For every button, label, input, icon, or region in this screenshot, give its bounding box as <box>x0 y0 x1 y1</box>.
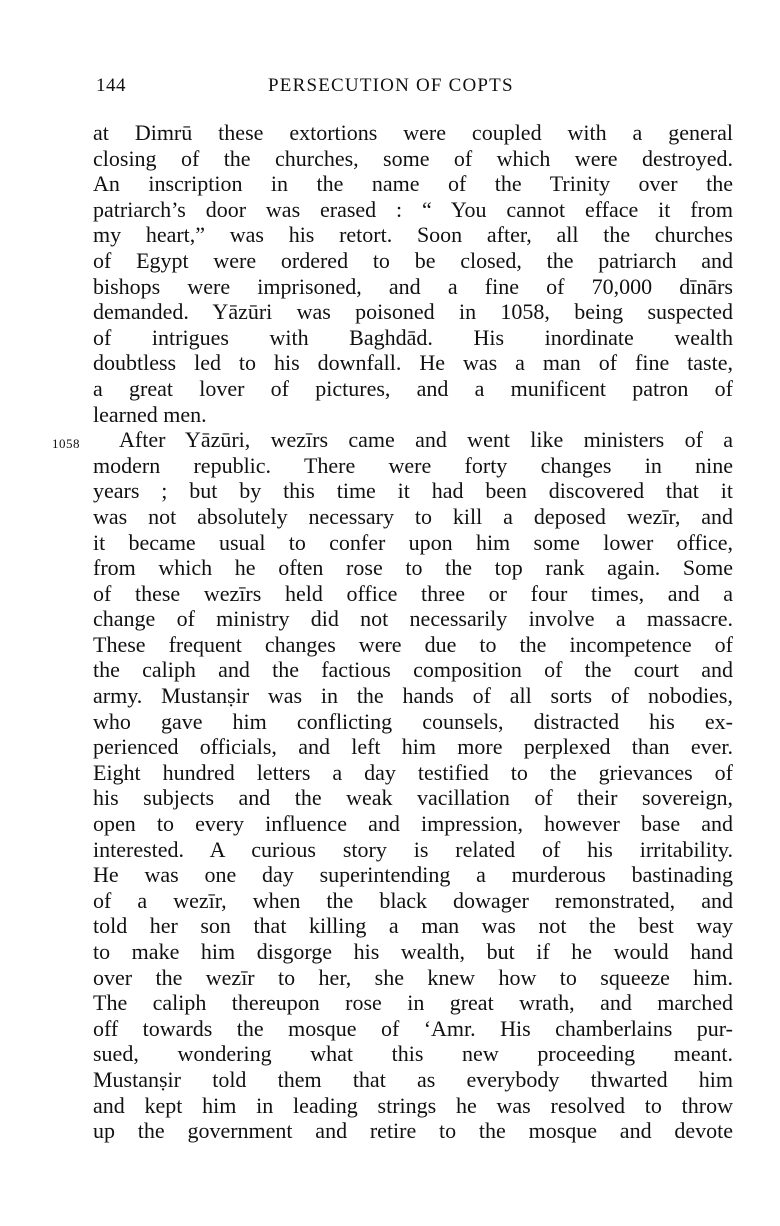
text-line: closing of the churches, some of which were destroyed. <box>93 145 733 171</box>
text-line: modern republic. There were forty changes in nine <box>93 452 733 478</box>
text-line: interested. A curious story is related of his irritability. <box>93 836 733 862</box>
text-line: patriarch’s door was erased : “ You cannot efface it from <box>93 196 733 222</box>
text-line: doubtless led to his downfall. He was a man of fine taste, <box>93 350 733 376</box>
text-line: at Dimrū these extortions were coupled with a general <box>93 120 733 145</box>
text-line: change of ministry did not necessarily involve a massacre. <box>93 606 733 632</box>
text-line: Mustanṣir told them that as everybody thwarted him <box>93 1066 733 1092</box>
text-line: sued, wondering what this new proceeding meant. <box>93 1041 733 1067</box>
text-line: from which he often rose to the top rank again. Some <box>93 555 733 581</box>
text-line: of Egypt were ordered to be closed, the patriarch and <box>93 247 733 273</box>
page-header <box>0 75 780 105</box>
text-line: his subjects and the weak vacillation of their sovereign, <box>93 785 733 811</box>
text-line: learned men. <box>93 401 207 427</box>
text-line: who gave him conflicting counsels, distracted his ex- <box>93 708 733 734</box>
text-line: and kept him in leading strings he was resolved to throw <box>93 1092 733 1118</box>
text-line: demanded. Yāzūri was poisoned in 1058, being suspected <box>93 299 733 325</box>
text-line: told her son that killing a man was not the best way <box>93 913 733 939</box>
page-number: 144 <box>96 75 126 96</box>
text-line: These frequent changes were due to the incompetence of <box>93 631 733 657</box>
text-line: army. Mustanṣir was in the hands of all sorts of nobodies, <box>93 683 733 709</box>
text-line: Eight hundred letters a day testified to the grievances of <box>93 759 733 785</box>
text-line: over the wezīr to her, she knew how to squeeze him. <box>93 964 733 990</box>
text-line: years ; but by this time it had been discovered that it <box>93 478 733 504</box>
text-line: After Yāzūri, wezīrs came and went like ministers of a <box>119 427 733 453</box>
text-line: An inscription in the name of the Trinity over the <box>93 171 733 197</box>
text-line: the caliph and the factious composition of the court and <box>93 657 733 683</box>
text-line: it became usual to confer upon him some lower office, <box>93 529 733 555</box>
text-line: off towards the mosque of ‘Amr. His chamberlains pur- <box>93 1015 733 1041</box>
text-line: perienced officials, and left him more perplexed than ever. <box>93 734 733 760</box>
text-line: of a wezīr, when the black dowager remonstrated, and <box>93 887 733 913</box>
text-line: was not absolutely necessary to kill a deposed wezīr, and <box>93 503 733 529</box>
body-text <box>93 120 733 1144</box>
text-line: The caliph thereupon rose in great wrath, and marched <box>93 990 733 1016</box>
text-line: my heart,” was his retort. Soon after, all the churches <box>93 222 733 248</box>
text-line: bishops were imprisoned, and a fine of 70,000 dīnārs <box>93 273 733 299</box>
text-line: of intrigues with Baghdād. His inordinate wealth <box>93 324 733 350</box>
text-line: of these wezīrs held office three or four times, and a <box>93 580 733 606</box>
text-line: up the government and retire to the mosque and devote <box>93 1118 733 1144</box>
running-title: PERSECUTION OF COPTS <box>268 75 514 96</box>
text-line: to make him disgorge his wealth, but if he would hand <box>93 939 733 964</box>
text-line: He was one day superintending a murderous bastinading <box>93 862 733 888</box>
margin-year-note: 1058 <box>52 436 80 451</box>
text-line: open to every influence and impression, however base and <box>93 811 733 837</box>
text-line: a great lover of pictures, and a munificent patron of <box>93 375 733 401</box>
